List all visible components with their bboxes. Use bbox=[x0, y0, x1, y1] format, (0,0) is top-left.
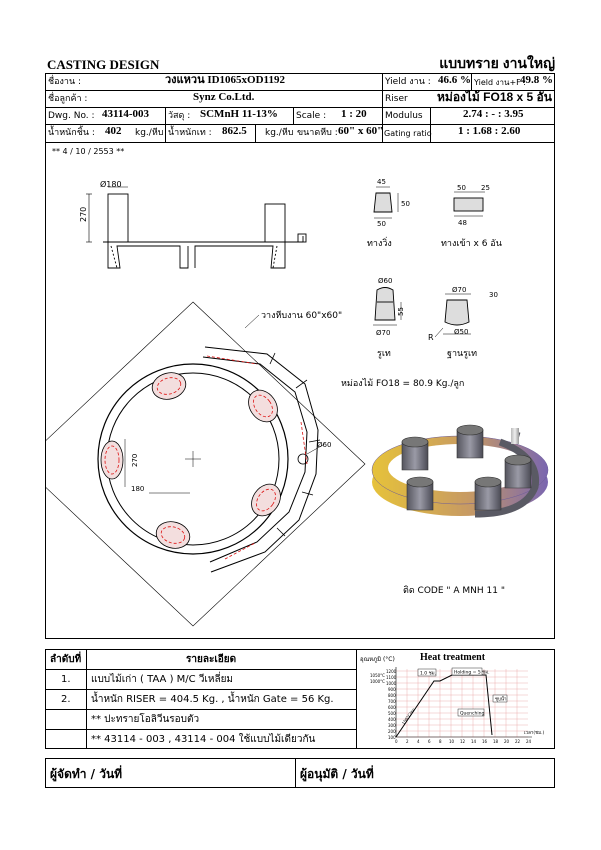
customer: Synz Co.Ltd. bbox=[193, 91, 255, 103]
note-row-text: ** ปะทรายโอลิวีนรอบตัว bbox=[91, 714, 200, 725]
svg-text:1050°C: 1050°C bbox=[370, 673, 385, 678]
ht-x-ticks bbox=[395, 739, 532, 744]
code-note: ติด CODE " A MNH 11 " bbox=[403, 586, 505, 596]
dim-50-gate: 50 bbox=[457, 184, 466, 192]
svg-text:700: 700 bbox=[388, 699, 396, 704]
ht-x-label: เวลา(ชม.) bbox=[524, 731, 545, 736]
svg-text:400: 400 bbox=[388, 717, 396, 722]
dim-d180: Ø180 bbox=[100, 180, 122, 189]
svg-text:1200: 1200 bbox=[386, 669, 397, 674]
yield-label: Yield งาน : bbox=[385, 77, 431, 87]
svg-text:100: 100 bbox=[388, 735, 396, 740]
svg-text:Holding = 5 ชม.: Holding = 5 ชม. bbox=[454, 670, 490, 676]
ht-y-ticks bbox=[386, 669, 397, 740]
svg-text:150°C/ชม.: 150°C/ชม. bbox=[400, 705, 417, 726]
dwg-label: Dwg. No. : bbox=[48, 111, 95, 121]
runner-section bbox=[374, 187, 398, 218]
note-row-no: 1. bbox=[61, 674, 71, 685]
riser-label: Riser bbox=[385, 94, 408, 104]
gate-section bbox=[454, 192, 485, 216]
dim-d60-plan: Ø60 bbox=[317, 441, 332, 449]
sprue-section bbox=[373, 288, 401, 326]
svg-text:12: 12 bbox=[460, 739, 466, 744]
svg-text:1000: 1000 bbox=[386, 681, 397, 686]
pour-weight-unit: kg./หีบ bbox=[265, 128, 294, 138]
dwg-no: 43114-003 bbox=[102, 108, 150, 120]
plan-risers bbox=[101, 369, 286, 552]
ht-y-label: อุณหภูมิ (°C) bbox=[360, 656, 395, 663]
svg-text:600: 600 bbox=[388, 705, 396, 710]
flask-note: วางหีบงาน 60"x60" bbox=[261, 311, 343, 321]
svg-text:Quenching: Quenching bbox=[460, 711, 485, 717]
ht-curve bbox=[396, 675, 492, 737]
svg-text:800: 800 bbox=[388, 693, 396, 698]
svg-text:8: 8 bbox=[439, 739, 442, 744]
dim-50-runner: 50 bbox=[401, 200, 410, 208]
sprue-label: รูเท bbox=[377, 349, 391, 359]
runner-label: ทางวิ่ง bbox=[367, 239, 392, 249]
flask-label: ขนาดหีบ : bbox=[297, 128, 338, 138]
modulus-label: Modulus bbox=[385, 111, 423, 121]
heat-treatment-chart bbox=[356, 649, 555, 749]
col-detail-header: รายละเอียด bbox=[186, 654, 237, 665]
riser-value: หม่องไม้ FO18 x 5 อัน bbox=[437, 90, 552, 104]
svg-text:22: 22 bbox=[515, 739, 521, 744]
col-no-header: ลำดับที่ bbox=[50, 654, 82, 665]
svg-text:500: 500 bbox=[388, 711, 396, 716]
weight-label: น้ำหนักชิ้น : bbox=[48, 128, 95, 138]
modulus: 2.74 : - : 3.95 bbox=[463, 108, 524, 120]
pour-weight: 862.5 bbox=[222, 125, 247, 137]
scale: 1 : 20 bbox=[341, 108, 367, 120]
dim-r: R bbox=[428, 333, 434, 342]
svg-text:6: 6 bbox=[428, 739, 431, 744]
ht-grid bbox=[396, 669, 528, 737]
svg-text:0: 0 bbox=[395, 739, 398, 744]
svg-text:14: 14 bbox=[471, 739, 477, 744]
date-note: ** 4 / 10 / 2553 ** bbox=[52, 147, 125, 156]
yield-value: 46.6 % bbox=[438, 74, 471, 86]
svg-text:ชุบน้ำ: ชุบน้ำ bbox=[495, 697, 507, 703]
svg-text:24: 24 bbox=[526, 739, 532, 744]
dim-45: 45 bbox=[377, 178, 386, 186]
heat-treatment-title: Heat treatment bbox=[420, 652, 486, 663]
dim-270-plan: 270 bbox=[131, 453, 139, 467]
plan-view bbox=[45, 302, 365, 626]
svg-text:18: 18 bbox=[493, 739, 499, 744]
approved-by-field[interactable]: ผู้อนุมัติ / วันที่ bbox=[300, 767, 374, 781]
dim-d60-sprue: Ø60 bbox=[378, 277, 393, 285]
dim-55-sprue: 55 bbox=[397, 307, 405, 316]
dim-d70-sprue: Ø70 bbox=[376, 329, 391, 337]
svg-text:2: 2 bbox=[406, 739, 409, 744]
casting-drawing bbox=[45, 142, 555, 639]
weight: 402 bbox=[105, 125, 122, 137]
dim-d70-base: Ø70 bbox=[452, 286, 467, 294]
material-label: วัสดุ : bbox=[168, 111, 191, 121]
dim-270-side: 270 bbox=[79, 206, 88, 222]
note-row-text: น้ำหนัก RISER = 404.5 Kg. , น้ำหนัก Gate = 56 Kg. bbox=[91, 694, 334, 705]
svg-text:10: 10 bbox=[449, 739, 455, 744]
yield-f-label: Yield งาน+F : bbox=[474, 78, 526, 87]
dim-50-runner-w: 50 bbox=[377, 220, 386, 228]
dim-30-base: 30 bbox=[489, 291, 498, 299]
note-row-text: แบบไม้เก่า ( TAA ) M/C วีเหลี่ยม bbox=[91, 674, 234, 685]
note-row-text: ** 43114 - 003 , 43114 - 004 ใช้แบบไม้เดียวกัน bbox=[91, 734, 316, 745]
dim-25-gate: 25 bbox=[481, 184, 490, 192]
material: SCMnH 11-13% bbox=[200, 108, 278, 120]
svg-text:1100: 1100 bbox=[386, 675, 397, 680]
part-name: วงแหวน ID1065xOD1192 bbox=[165, 74, 285, 86]
yield-f-value: 49.8 % bbox=[520, 74, 553, 86]
weight-unit: kg./หีบ bbox=[135, 128, 164, 138]
gating-label: Gating ratio bbox=[384, 129, 432, 138]
dim-180-plan: 180 bbox=[131, 485, 145, 493]
side-section-view bbox=[86, 187, 306, 268]
customer-label: ชื่อลูกค้า : bbox=[48, 94, 88, 104]
dim-d50-base: Ø50 bbox=[454, 328, 469, 336]
svg-text:20: 20 bbox=[504, 739, 510, 744]
document-title: CASTING DESIGN bbox=[47, 57, 160, 72]
svg-text:1.0 ชม.: 1.0 ชม. bbox=[420, 671, 437, 677]
gating-ratio: 1 : 1.68 : 2.60 bbox=[458, 125, 521, 137]
made-by-field[interactable]: ผู้จัดทำ / วันที่ bbox=[50, 767, 123, 781]
pour-weight-label: น้ำหนักเท : bbox=[168, 128, 212, 138]
isometric-render bbox=[372, 425, 548, 516]
gate-label: ทางเข้า x 6 อัน bbox=[441, 239, 502, 249]
svg-text:900: 900 bbox=[388, 687, 396, 692]
svg-text:16: 16 bbox=[482, 739, 488, 744]
svg-text:4: 4 bbox=[417, 739, 420, 744]
svg-text:300: 300 bbox=[388, 723, 396, 728]
base-label: ฐานรูเท bbox=[447, 349, 478, 359]
dim-48-gate: 48 bbox=[458, 219, 467, 227]
note-row-no: 2. bbox=[61, 694, 71, 705]
svg-text:200: 200 bbox=[388, 729, 396, 734]
svg-text:1000°C: 1000°C bbox=[370, 679, 385, 684]
document-type-label: แบบทราย งานใหญ่ bbox=[439, 55, 555, 71]
flask-size: 60" x 60" bbox=[338, 125, 384, 137]
riser-note: หม่องไม้ FO18 = 80.9 Kg./ลูก bbox=[341, 379, 465, 389]
part-name-label: ชื่องาน : bbox=[48, 77, 82, 87]
scale-label: Scale : bbox=[296, 111, 327, 121]
